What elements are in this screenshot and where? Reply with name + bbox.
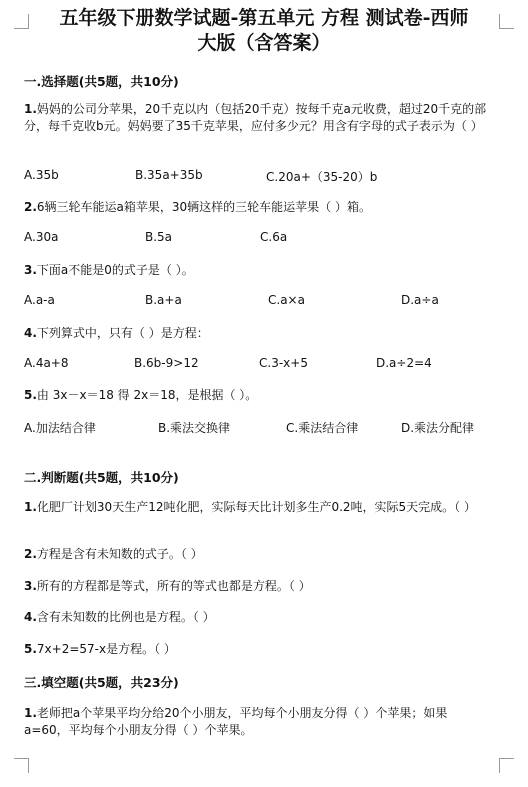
judgement-1 [24,499,488,516]
option-a: A.35b [24,168,59,182]
question-number: 2. [24,547,37,561]
section-heading-fill-in: 三.填空题(共5题，共23分) [24,675,179,690]
title-line-1: 五年级下册数学试题-第五单元 方程 测试卷-西师 [59,7,469,29]
question-number: 5. [24,388,37,402]
question-text: 由 3x－x＝18 得 2x＝18，是根据（ ）。 [36,388,258,402]
option-b: B.5a [145,230,173,244]
question-number: 4. [24,326,37,340]
question-number: 4. [24,610,37,624]
option-a: A.30a [24,230,59,244]
question-text: 下列算式中，只有（ ）是方程： [36,326,209,340]
option-a: A.加法结合律 [24,421,96,435]
option-d: D.乘法分配律 [401,421,475,435]
question-number: 2. [24,200,37,214]
question-number: 3. [24,579,37,593]
question-number: 5. [24,642,37,656]
question-5-options [24,419,488,436]
question-text: 7x+2=57-x是方程。（ ） [36,642,176,656]
option-b: B.乘法交换律 [158,421,231,435]
judgement-2 [24,546,488,563]
question-number: 1. [24,500,37,514]
judgement-4 [24,609,488,626]
option-c: C.3-x+5 [259,356,308,370]
option-c: C.20a+（35-20）b [266,170,378,184]
question-1-options [24,168,488,185]
question-number: 3. [24,263,37,277]
page-title [20,6,508,56]
question-number: 1. [24,102,37,116]
option-c: C.6a [260,230,288,244]
option-c: C.a×a [268,293,305,307]
option-a: A.a-a [24,293,55,307]
question-3 [24,262,488,279]
question-text: 老师把a个苹果平均分给20个小朋友，平均每个小朋友分得（ ）个苹果；如果a=60，平均每个小朋友分得（ ）个苹果。 [24,706,448,737]
option-a: A.4a+8 [24,356,69,370]
question-number: 1. [24,706,37,720]
question-text: 所有的方程都是等式，所有的等式也都是方程。（ ） [36,579,311,593]
option-b: B.6b-9>12 [134,356,199,370]
question-4-options [24,356,488,373]
option-b: B.a+a [145,293,182,307]
question-2 [24,199,488,216]
question-2-options [24,230,488,247]
option-b: B.35a+35b [135,168,203,182]
question-1 [24,101,488,135]
option-d: D.a÷2=4 [376,356,432,370]
question-3-options [24,293,488,310]
question-5 [24,387,488,404]
crop-mark-bottom-right [499,758,514,773]
judgement-5 [24,641,488,658]
question-text: 化肥厂计划30天生产12吨化肥，实际每天比计划多生产0.2吨，实际5天完成。（ ） [36,500,476,514]
question-4 [24,325,488,342]
judgement-3 [24,578,488,595]
section-heading-choice: 一.选择题(共5题，共10分) [24,74,179,89]
option-d: D.a÷a [401,293,439,307]
title-line-2: 大版（含答案） [197,32,331,54]
crop-mark-bottom-left [14,758,29,773]
question-text: 6辆三轮车能运a箱苹果，30辆这样的三轮车能运苹果（ ）箱。 [36,200,371,214]
section-heading-judgement: 二.判断题(共5题，共10分) [24,470,179,485]
question-text: 方程是含有未知数的式子。（ ） [36,547,203,561]
option-c: C.乘法结合律 [286,421,359,435]
question-text: 妈妈的公司分苹果，20千克以内（包括20千克）按每千克a元收费，超过20千克的部分，每千克收b元。妈妈要了35千克苹果，应付多少元？用含有字母的式子表示为（ ） [24,102,487,133]
question-text: 下面a不能是0的式子是（ ）。 [36,263,194,277]
question-text: 含有未知数的比例也是方程。（ ） [36,610,215,624]
fill-in-1 [24,705,488,739]
